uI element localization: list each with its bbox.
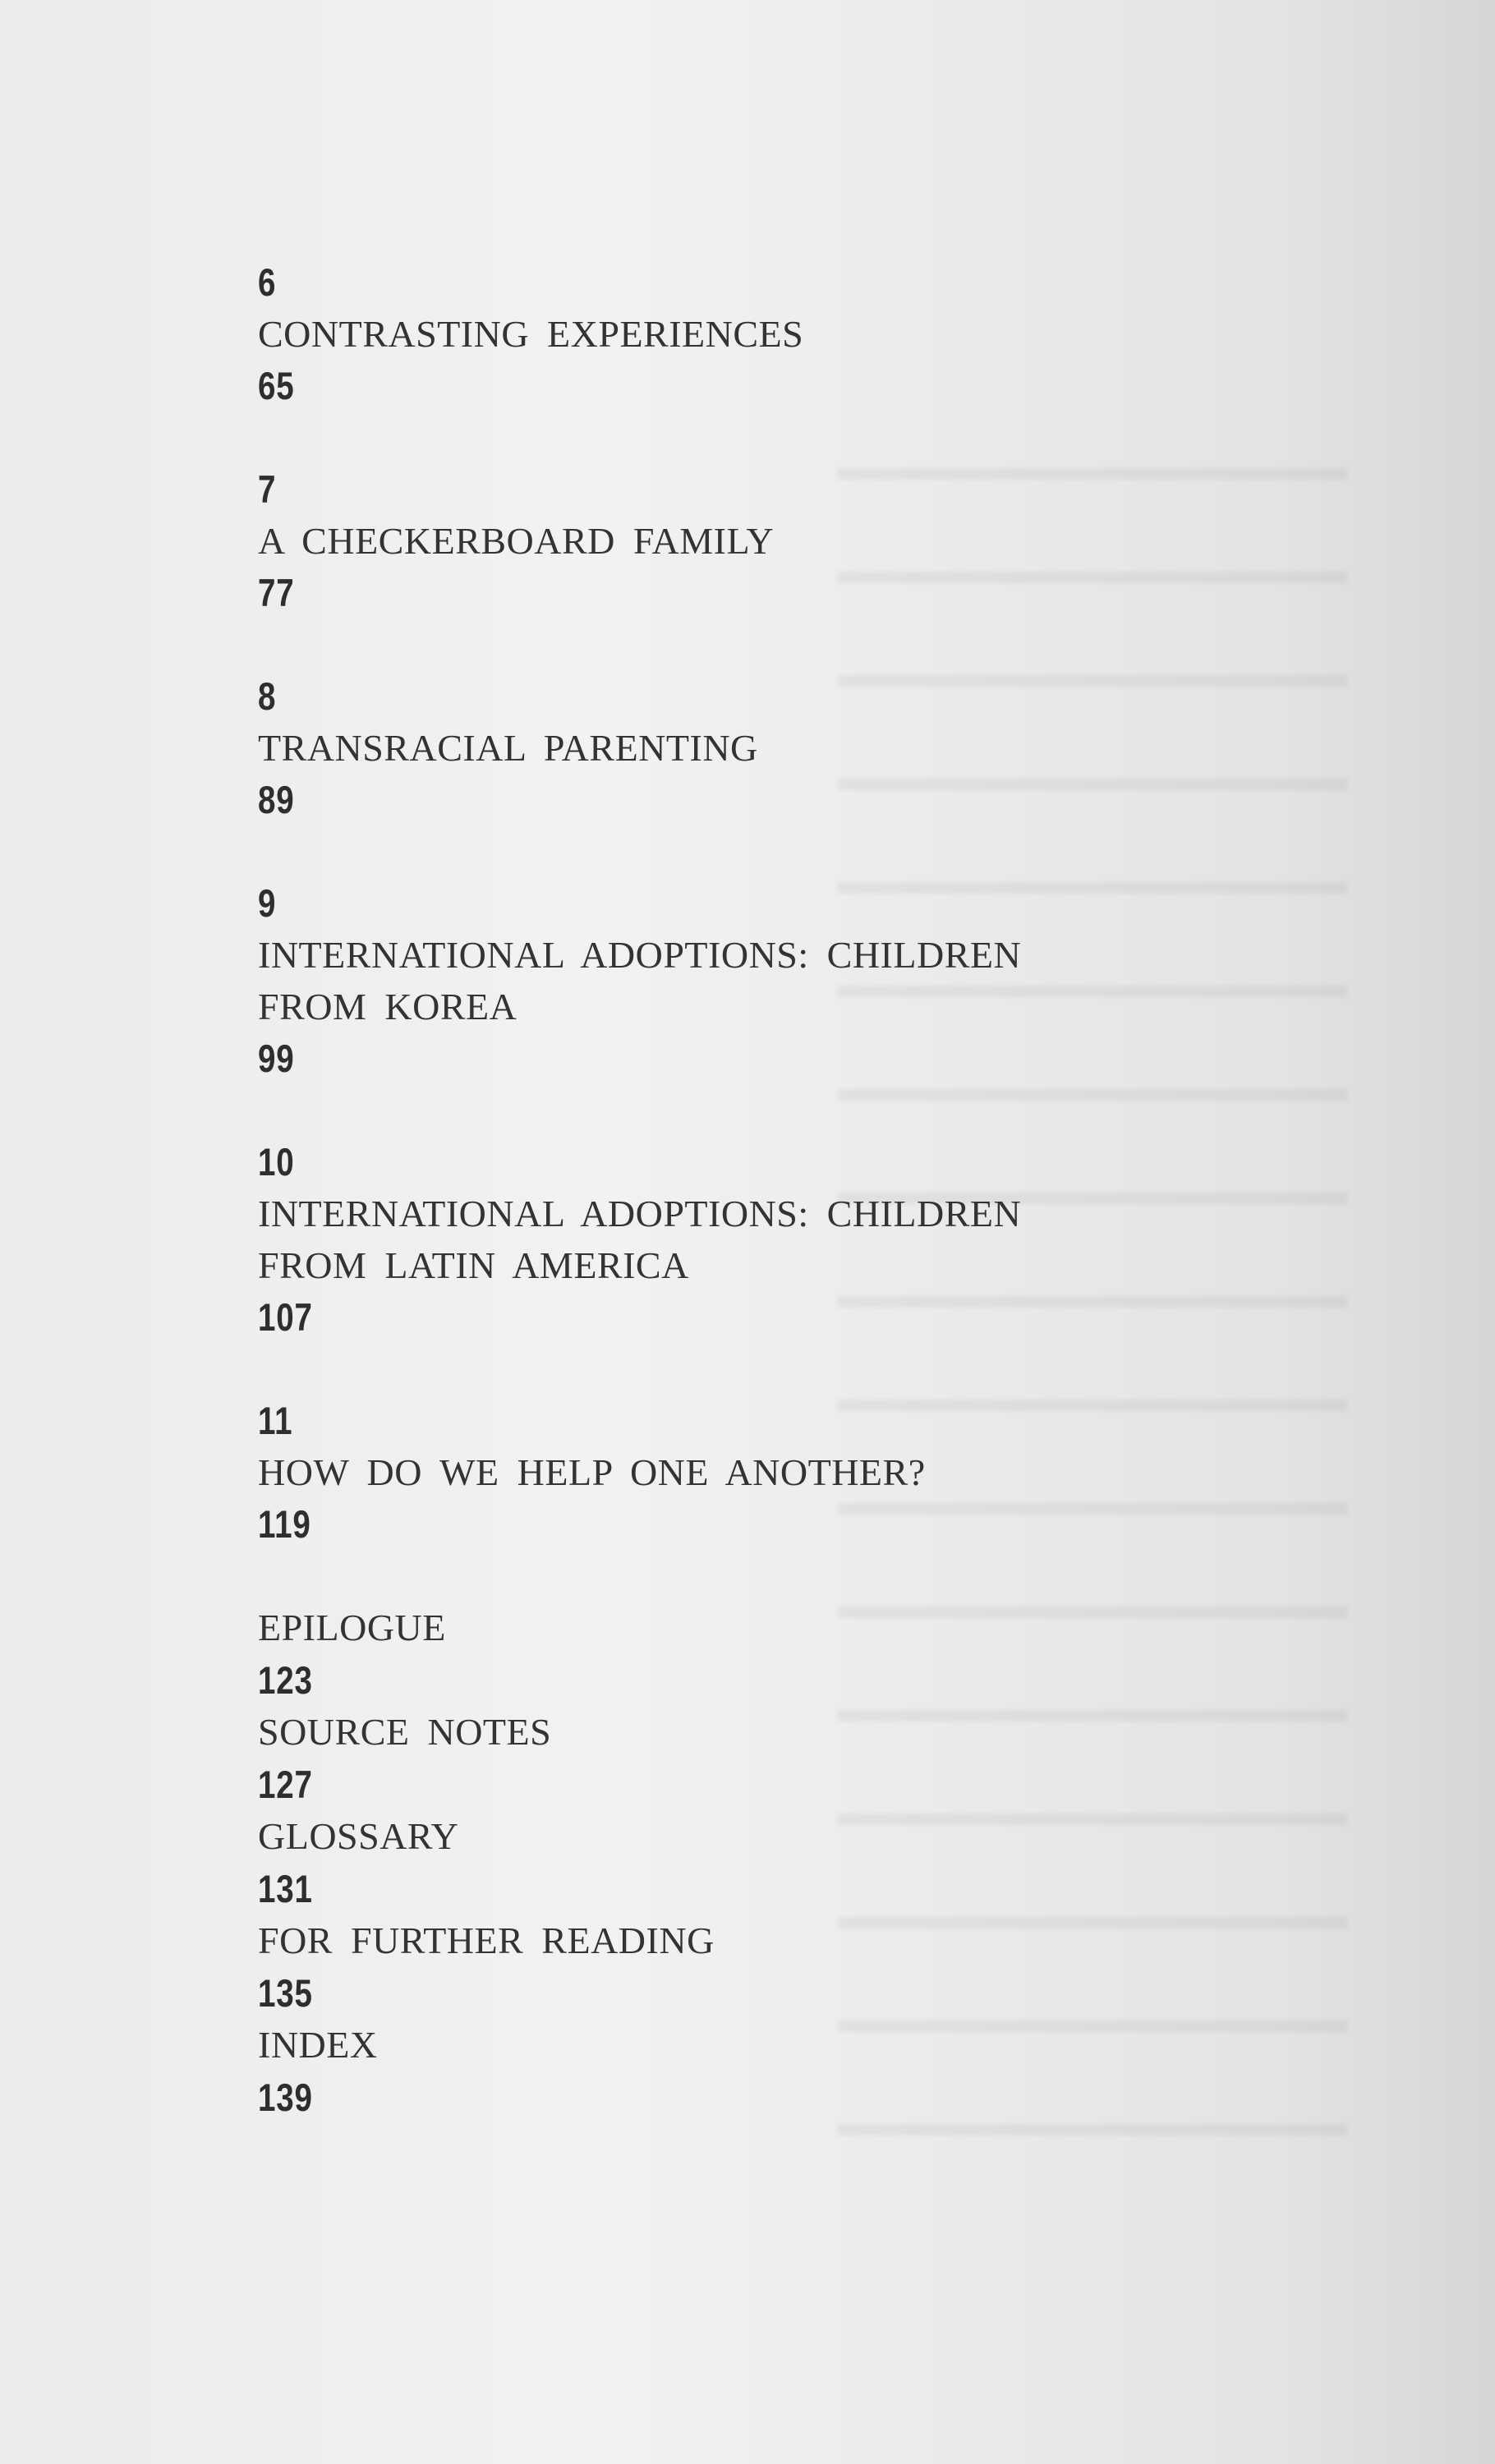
chapter-number: 10 [258,1140,295,1184]
chapter-number: 8 [258,674,277,718]
toc-entry-chapter-7 [258,463,1326,618]
back-matter-list [258,1602,1326,2123]
chapter-title-line-1: INTERNATIONAL ADOPTIONS: CHILDREN [258,934,1022,976]
page-number: 99 [258,1037,295,1080]
section-title: FOR FURTHER READING [258,1919,715,1961]
page-number: 139 [258,2076,313,2119]
table-of-contents [258,256,1326,2123]
section-title: EPILOGUE [258,1607,446,1648]
chapter-number: 9 [258,881,277,925]
page-number: 107 [258,1295,313,1339]
section-title: SOURCE NOTES [258,1711,552,1753]
chapter-number: 11 [258,1399,293,1442]
page-number: 131 [258,1867,313,1910]
toc-entry-chapter-6 [258,256,1326,411]
toc-entry-chapter-9 [258,877,1326,1084]
chapter-title: TRANSRACIAL PARENTING [258,727,758,769]
page-number: 135 [258,1971,313,2015]
chapter-number: 6 [258,260,277,304]
chapter-title: A CHECKERBOARD FAMILY [258,520,775,562]
page-number: 77 [258,571,295,614]
page-number: 65 [258,364,295,407]
chapter-title: HOW DO WE HELP ONE ANOTHER? [258,1451,926,1493]
chapter-number: 7 [258,467,277,511]
chapter-title: CONTRASTING EXPERIENCES [258,313,804,355]
section-title: INDEX [258,2024,378,2066]
page-number: 89 [258,778,295,821]
section-title: GLOSSARY [258,1815,459,1857]
toc-entry-chapter-10 [258,1136,1326,1343]
toc-entry-index [258,2019,1326,2123]
chapter-title-line-1: INTERNATIONAL ADOPTIONS: CHILDREN [258,1193,1022,1234]
page-number: 119 [258,1502,311,1546]
toc-entry-further-reading [258,1915,1326,2019]
toc-entry-chapter-11 [258,1395,1326,1550]
chapter-title-line-2: FROM KOREA [258,986,518,1027]
toc-entry-glossary [258,1810,1326,1915]
toc-entry-source-notes [258,1706,1326,1810]
toc-entry-epilogue [258,1602,1326,1706]
page-number: 123 [258,1658,313,1702]
chapter-title-line-2: FROM LATIN AMERICA [258,1244,689,1286]
toc-entry-chapter-8 [258,670,1326,825]
page-number: 127 [258,1763,313,1806]
